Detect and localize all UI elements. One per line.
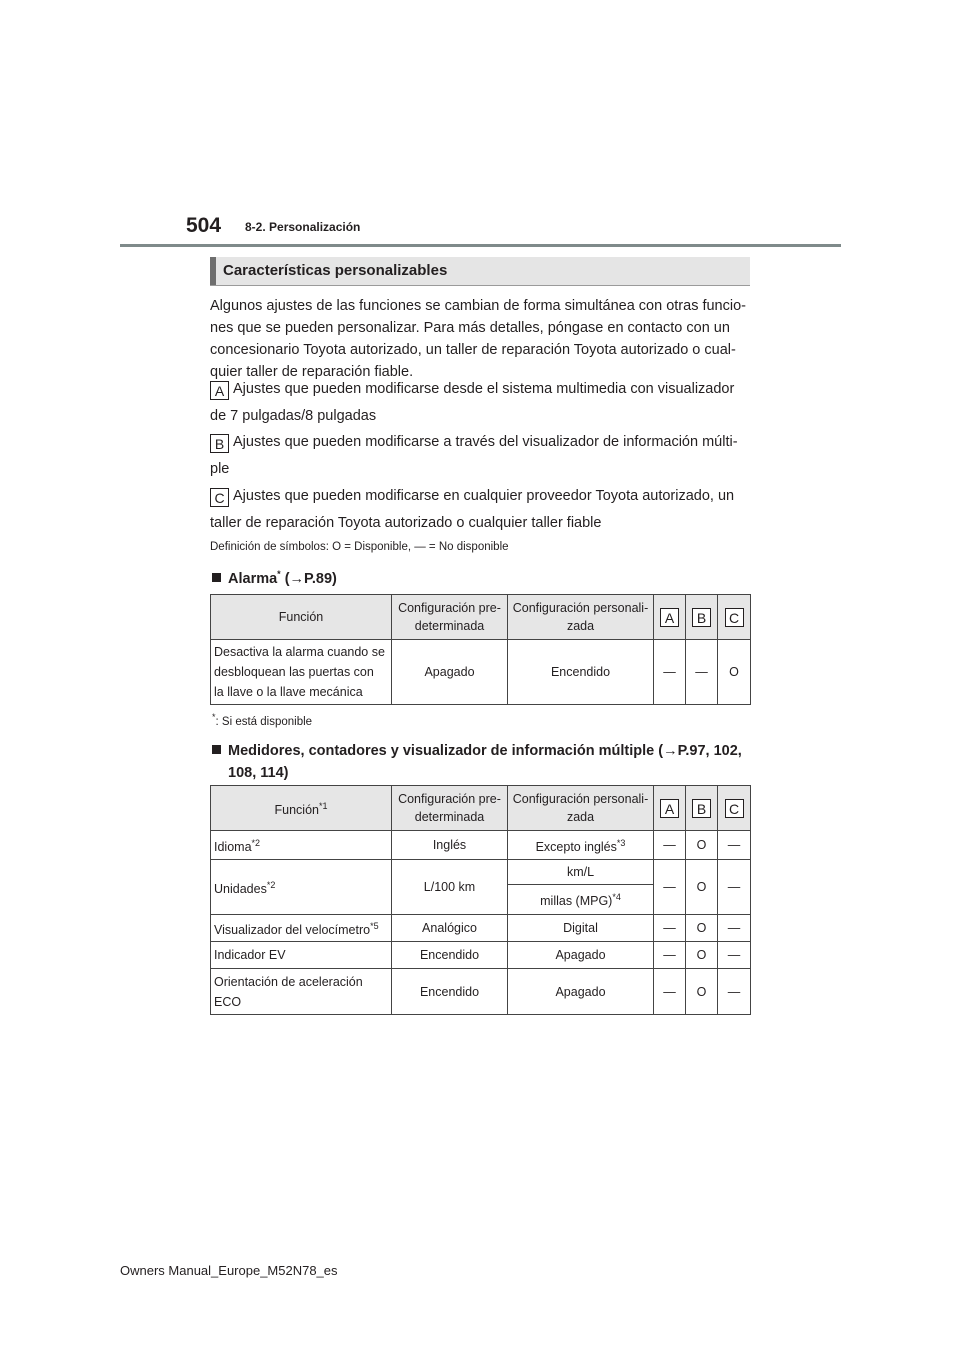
table1-title: Alarma* (→P.89) — [212, 569, 337, 587]
legend-c-line2: taller de reparación Toyota autorizado o cualquier taller fiable — [210, 515, 602, 531]
cell-b: O — [686, 831, 718, 860]
cell-function: Orientación de aceleración ECO — [211, 969, 392, 1015]
square-bullet-icon — [212, 745, 221, 754]
cell-c: — — [718, 860, 751, 915]
cell-function: Desactiva la alarma cuando se desbloquean las puertas con la llave o la llave mecánica — [211, 640, 392, 705]
header-a: A — [654, 786, 686, 831]
cell-c: — — [718, 831, 751, 860]
header-c: C — [718, 595, 751, 640]
table-row — [211, 640, 751, 705]
cell-custom: millas (MPG)$^{*4}$ — [508, 885, 654, 915]
table-row — [211, 969, 751, 1015]
cell-default: Encendido — [392, 942, 508, 969]
cell-default: Analógico — [392, 915, 508, 942]
header-function: Función$^{*1}$ — [211, 786, 392, 831]
legend-a-line1 — [210, 381, 734, 400]
header-b: B — [686, 595, 718, 640]
cell-function: Visualizador del velocímetro$^{*5}$ — [211, 915, 392, 942]
legend-c-line1 — [210, 488, 734, 507]
cell-custom: Encendido — [508, 640, 654, 705]
intro-line: concesionario Toyota autorizado, un taller de reparación Toyota autorizado o cual- — [210, 342, 736, 358]
legend-a-text: Ajustes que pueden modificarse desde el sistema multimedia con visualizador — [233, 381, 735, 397]
footnote: *: Si está disponible — [212, 712, 313, 728]
cell-a: — — [654, 640, 686, 705]
header-default: Configuración pre- determinada — [392, 595, 508, 640]
cell-default: Apagado — [392, 640, 508, 705]
page-number: 504 — [186, 214, 222, 237]
cell-a: — — [654, 915, 686, 942]
legend-c-text: Ajustes que pueden modificarse en cualquier proveedor Toyota autorizado, un — [233, 488, 735, 504]
cell-function: Indicador EV — [211, 942, 392, 969]
cell-b: O — [686, 915, 718, 942]
intro-line: quier taller de reparación fiable. — [210, 364, 414, 380]
header-custom: Configuración personali- zada — [508, 786, 654, 831]
intro-line: nes que se pueden personalizar. Para más detalles, póngase en contacto con un — [210, 320, 730, 336]
cell-b: O — [686, 860, 718, 915]
cell-b: — — [686, 640, 718, 705]
cell-custom: Excepto inglés$^{*3}$ — [508, 831, 654, 860]
cell-custom: Apagado — [508, 942, 654, 969]
intro-paragraph — [210, 295, 755, 383]
badge-c: C — [210, 488, 229, 507]
footer-text: Owners Manual_Europe_M52N78_es — [120, 1263, 338, 1278]
legend-b-text: Ajustes que pueden modificarse a través del visualizador de información múlti- — [233, 434, 738, 450]
heading-accent-bar — [210, 257, 216, 285]
legend-b-line2: ple — [210, 461, 230, 477]
cell-c: O — [718, 640, 751, 705]
legend-a-line2: de 7 pulgadas/8 pulgadas — [210, 408, 377, 424]
cell-a: — — [654, 860, 686, 915]
cell-b: O — [686, 969, 718, 1015]
meters-table — [210, 785, 751, 1015]
table-row — [211, 860, 751, 885]
legend-b-line1 — [210, 434, 738, 453]
cell-c: — — [718, 915, 751, 942]
header-function: Función — [211, 595, 392, 640]
cell-default: L/100 km — [392, 860, 508, 915]
heading-text: Características personalizables — [223, 262, 448, 279]
table2-title: Medidores, contadores y visualizador de información múltiple (→P.97, 102, 108, 114) — [212, 740, 742, 784]
header-default: Configuración pre- determinada — [392, 786, 508, 831]
intro-line: Algunos ajustes de las funciones se cambian de forma simultánea con otras funcio- — [210, 298, 746, 314]
table-row — [211, 942, 751, 969]
section-title: 8-2. Personalización — [245, 220, 361, 234]
cell-c: — — [718, 969, 751, 1015]
cell-a: — — [654, 969, 686, 1015]
badge-a: A — [210, 381, 229, 400]
table-header-row — [211, 595, 751, 640]
cell-default: Inglés — [392, 831, 508, 860]
cell-a: — — [654, 831, 686, 860]
symbols-note: Definición de símbolos: O = Disponible, — = No disponible — [210, 541, 509, 553]
table-row — [211, 831, 751, 860]
cell-default: Encendido — [392, 969, 508, 1015]
cell-custom: km/L — [508, 860, 654, 885]
header-a: A — [654, 595, 686, 640]
header-divider — [120, 244, 841, 247]
cell-function: Unidades$^{*2}$ — [211, 860, 392, 915]
cell-function: Idioma$^{*2}$ — [211, 831, 392, 860]
cell-custom: Digital — [508, 915, 654, 942]
header-custom: Configuración personali- zada — [508, 595, 654, 640]
header-b: B — [686, 786, 718, 831]
table-row — [211, 915, 751, 942]
section-heading — [210, 257, 750, 286]
alarm-table — [210, 594, 751, 705]
cell-c: — — [718, 942, 751, 969]
cell-b: O — [686, 942, 718, 969]
table-header-row — [211, 786, 751, 831]
cell-a: — — [654, 942, 686, 969]
cell-custom: Apagado — [508, 969, 654, 1015]
header-c: C — [718, 786, 751, 831]
badge-b: B — [210, 434, 229, 453]
square-bullet-icon — [212, 573, 221, 582]
